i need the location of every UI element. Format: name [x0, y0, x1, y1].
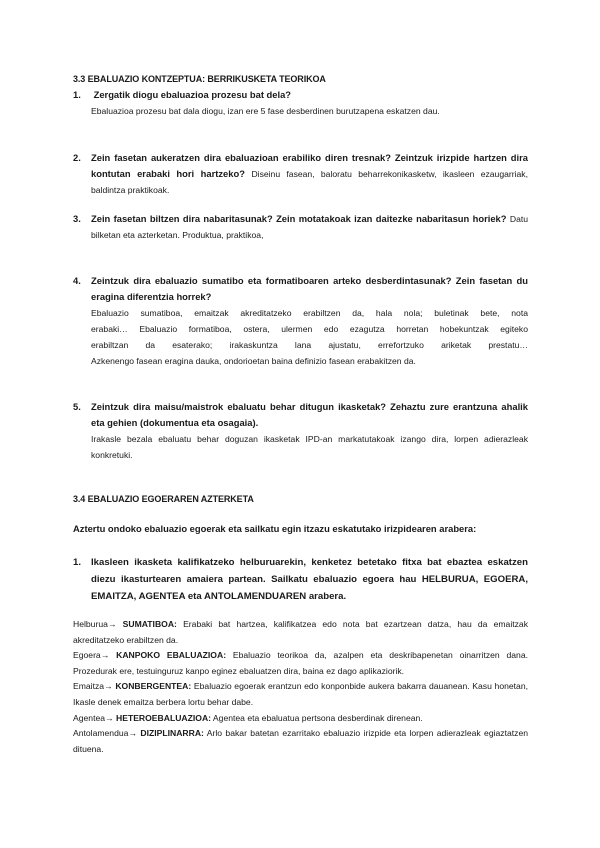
- classification-text: Ebaluazio egoerak erantzun edo konponbide aukera bakarra dauanean. Kasu honetan, Ikasle denek emaitza berbera lortu behar dabe.: [73, 681, 528, 707]
- question-text: Zein fasetan biltzen dira nabaritasunak? Zein motatakoak izan daitezke nabaritasun horiek?: [91, 213, 507, 224]
- classification-text: Arlo bakar batetan ezarritako ebaluazio irizpide eta lorpen adierazleak egiaztatzen dituena.: [73, 728, 529, 754]
- question-text: Zergatik diogu ebaluazioa prozesu bat dela?: [93, 89, 292, 100]
- section-3-4-intro: Aztertu ondoko ebaluazio egoerak eta sailkatu egin itzazu eskatutako irizpidearen arabera:: [73, 523, 477, 534]
- question-text: Zeintzuk dira maisu/maistrok ebaluatu behar ditugun ikasketak? Zehaztu zure erantzuna ahalik eta gehien (dokumentua eta osagaia).: [91, 401, 528, 428]
- classification-value: HETEROEBALUAZIOA:: [116, 712, 212, 723]
- question-number: 5.: [73, 401, 81, 412]
- answer-text: Datu bilketan eta azterketan. Produktua, praktikoa,: [91, 214, 529, 240]
- classification-text: Agentea eta ebaluatua pertsona desberdinak direnean.: [211, 712, 423, 723]
- question-number: 2.: [73, 152, 81, 163]
- classification-egoera: [73, 648, 528, 679]
- section-3-4-title: 3.4 EBALUAZIO EGOERAREN AZTERKETA: [73, 494, 254, 504]
- classification-value: KONBERGENTEA:: [115, 681, 192, 692]
- question-text: Zeintzuk dira ebaluazio sumatibo eta formatiboaren arteko desberdintasunak? Zein fasetan du eragina diferentzia horrek?: [91, 275, 528, 302]
- task-number: 1.: [73, 557, 82, 568]
- classification-agentea: [73, 711, 528, 727]
- question-2: [73, 150, 528, 198]
- question-4: [73, 273, 528, 369]
- question-number: 1.: [73, 89, 81, 100]
- criterion-label: Antolamendua→: [73, 728, 141, 739]
- question-text: Zein fasetan aukeratzen dira ebaluazioan erabiliko diren tresnak? Zeintzuk irizpide hartzen dira kontutan erabaki hori hartzeko?: [91, 152, 528, 179]
- section-3-3-title: 3.3 EBALUAZIO KONTZEPTUA: BERRIKUSKETA TEORIKOA: [73, 74, 326, 84]
- classification-emaitza: [73, 679, 528, 710]
- classification-value: SUMATIBOA:: [122, 619, 177, 629]
- classification-list: [73, 617, 528, 757]
- answer-line: erabaki… Ebaluazio formatiboa, ostera, ulermen edo ezagutza horretan hobekuntzak egiteko: [91, 324, 528, 334]
- question-5: [73, 399, 528, 463]
- classification-text: Ebaluazio teorikoa da, azalpen eta deskribapenetan oinarritzen dana. Prozedurak ere, testuinguruz kanpo eginez ebaluatzen dira, baina ez dago aplikaziorik.: [73, 650, 529, 676]
- criterion-label: Agentea→: [73, 712, 116, 723]
- classification-text: Erabaki bat hartzea, kalifikatzea edo nota bat ezartzean datza, hau da emaitzak akreditatzeko erabiltzen da.: [73, 619, 528, 645]
- criterion-label: Helburua→: [73, 619, 123, 629]
- answer-line: erabiltzan da esaterako; irakaskuntza lana ajustatu, errefortzuko ariketak prestatu…: [91, 340, 528, 350]
- question-number: 4.: [73, 275, 81, 286]
- criterion-label: Emaitza→: [73, 681, 116, 692]
- task-1: [73, 554, 528, 605]
- classification-antolamendua: [73, 726, 528, 757]
- question-3: [73, 211, 528, 243]
- classification-helburua: [73, 617, 528, 648]
- answer-line: Ebaluazio sumatiboa, emaitzak akreditatzeko erabiltzen da, hala nola; buletinak bete, nota: [91, 308, 528, 318]
- task-text: Ikasleen ikasketa kalifikatzeko helburuarekin, kenketez betetako fitxa bat ebaztea eskatzen diezu ikasturtearen amaiera partean. Sailkatu ebaluazio egoera hau HELBURUA, EGOERA, EMAITZA, AGENTEA eta ANTOLAMENDUAREN arabera.: [91, 557, 528, 602]
- answer-text: [73, 305, 528, 369]
- classification-value: DIZIPLINARRA:: [140, 728, 204, 739]
- question-1: [73, 87, 528, 119]
- question-number: 3.: [73, 213, 81, 224]
- answer-text: Diseinu fasean, baloratu beharrekonikasketw, ikasleen ezaugarriak, baldintza praktikoak.: [91, 169, 528, 195]
- criterion-label: Egoera→: [73, 650, 117, 661]
- classification-value: KANPOKO EBALUAZIOA:: [116, 650, 227, 661]
- answer-text: Irakasle bezala ebaluatu behar doguzan ikasketak IPD-an markatutakoak izango dira, lorpen adierazleak konkretuki.: [91, 434, 528, 460]
- answer-text: Ebaluazioa prozesu bat dala diogu, izan ere 5 fase desberdinen burutzapena eskatzen dau.: [91, 106, 440, 116]
- answer-line: Azkenengo fasean eragina dauka, ondorioetan baina definizio fasean erabakitzen da.: [91, 356, 416, 366]
